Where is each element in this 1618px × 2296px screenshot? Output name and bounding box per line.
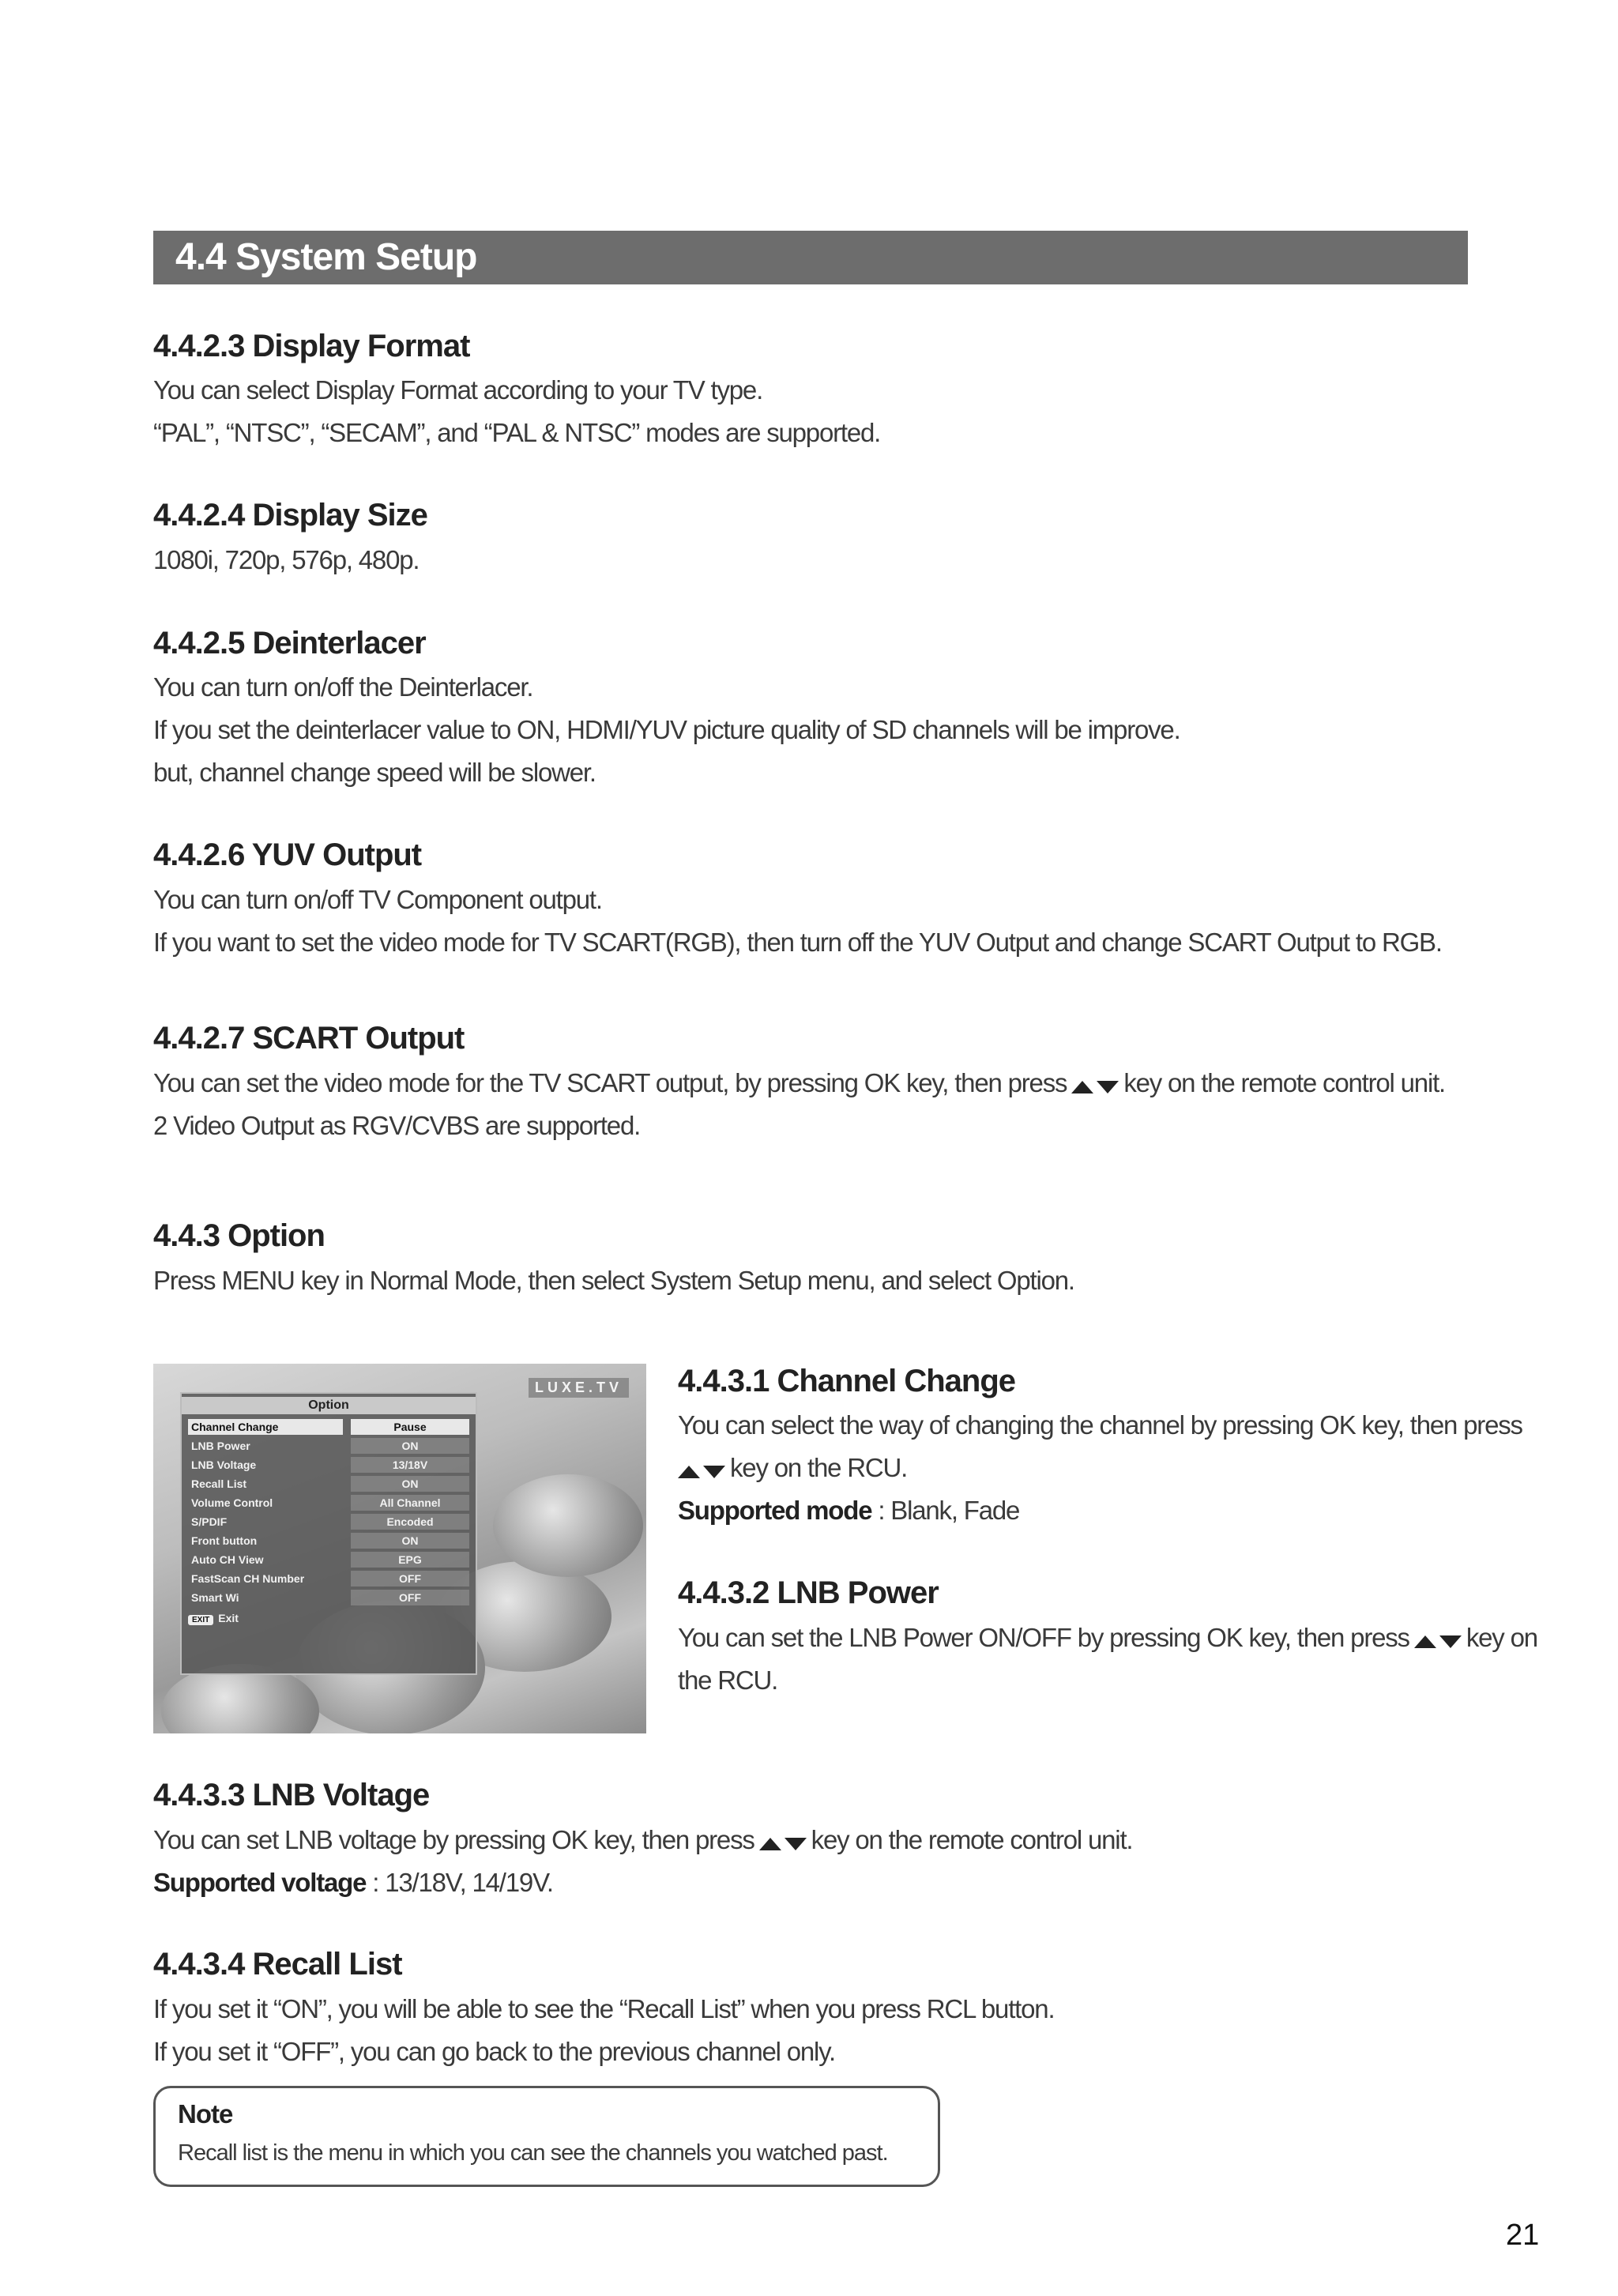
heading-channel-change: 4.4.3.1 Channel Change bbox=[678, 1364, 1016, 1398]
channel-change-line-1: You can select the way of changing the channel by pressing OK key, then press bbox=[678, 1410, 1522, 1440]
menu-row-label: LNB Power bbox=[191, 1440, 250, 1452]
menu-row-value: Pause bbox=[351, 1419, 469, 1435]
scart-output-line-2: 2 Video Output as RGV/CVBS are supported. bbox=[153, 1111, 641, 1140]
section-title: 4.4 System Setup bbox=[175, 236, 477, 278]
menu-row-volume-control[interactable] bbox=[188, 1495, 469, 1511]
menu-row-value: OFF bbox=[351, 1571, 469, 1586]
menu-row-value: OFF bbox=[351, 1590, 469, 1605]
menu-row-label: Front button bbox=[191, 1534, 258, 1547]
menu-title: Option bbox=[182, 1397, 476, 1414]
lnb-voltage-supported bbox=[153, 1861, 553, 1904]
menu-row-smart-wi[interactable] bbox=[188, 1590, 469, 1605]
menu-row-lnb-power[interactable] bbox=[188, 1438, 469, 1454]
heading-scart-output: 4.4.2.7 SCART Output bbox=[153, 1021, 465, 1056]
menu-row-label: Channel Change bbox=[188, 1419, 343, 1435]
menu-row-value: 13/18V bbox=[351, 1457, 469, 1473]
note-text: Recall list is the menu in which you can see the channels you watched past. bbox=[178, 2140, 888, 2166]
yuv-output-line-2: If you want to set the video mode for TV SCART(RGB), then turn off the YUV Output and change SCART Output to RGB. bbox=[153, 928, 1442, 957]
exit-key-badge: EXIT bbox=[188, 1615, 213, 1625]
deinterlacer-line-1: You can turn on/off the Deinterlacer. bbox=[153, 672, 533, 702]
menu-row-spdif[interactable] bbox=[188, 1514, 469, 1530]
channel-change-supported-mode bbox=[678, 1489, 1019, 1532]
menu-row-label: S/PDIF bbox=[191, 1515, 228, 1528]
menu-row-value: Encoded bbox=[351, 1514, 469, 1530]
lnb-voltage-line-1 bbox=[153, 1819, 1132, 1863]
display-size-line-1: 1080i, 720p, 576p, 480p. bbox=[153, 545, 420, 574]
up-down-arrow-icon bbox=[678, 1448, 725, 1491]
scart-output-line-1-post: key on the remote control unit. bbox=[1123, 1068, 1446, 1097]
menu-row-value: All Channel bbox=[351, 1495, 469, 1511]
deinterlacer-line-2: If you set the deinterlacer value to ON, HDMI/YUV picture quality of SD channels will be improve. bbox=[153, 715, 1180, 744]
note-title: Note bbox=[178, 2099, 233, 2129]
option-menu-screenshot bbox=[153, 1364, 646, 1733]
menu-row-fastscan-ch-number[interactable] bbox=[188, 1571, 469, 1586]
lnb-power-line-1 bbox=[678, 1617, 1537, 1661]
menu-row-front-button[interactable] bbox=[188, 1533, 469, 1549]
background-blob bbox=[493, 1474, 643, 1577]
menu-row-channel-change[interactable] bbox=[188, 1419, 469, 1435]
menu-row-label: Auto CH View bbox=[191, 1553, 264, 1566]
option-line-1: Press MENU key in Normal Mode, then select System Setup menu, and select Option. bbox=[153, 1266, 1074, 1295]
section-header-banner bbox=[153, 231, 1468, 284]
heading-display-size: 4.4.2.4 Display Size bbox=[153, 498, 427, 533]
menu-row-value: ON bbox=[351, 1533, 469, 1549]
menu-row-recall-list[interactable] bbox=[188, 1476, 469, 1492]
recall-list-line-1: If you set it “ON”, you will be able to see the “Recall List” when you press RCL button. bbox=[153, 1994, 1055, 2023]
menu-row-label: FastScan CH Number bbox=[191, 1572, 305, 1585]
lnb-power-line-1-post: key on bbox=[1466, 1623, 1537, 1652]
channel-logo: LUXE.TV bbox=[529, 1378, 629, 1398]
menu-exit-hint[interactable] bbox=[188, 1612, 239, 1625]
menu-row-auto-ch-view[interactable] bbox=[188, 1552, 469, 1568]
heading-deinterlacer: 4.4.2.5 Deinterlacer bbox=[153, 626, 426, 661]
note-box bbox=[153, 2086, 940, 2187]
lnb-voltage-line-1-post: key on the remote control unit. bbox=[811, 1825, 1133, 1854]
lnb-power-line-1-pre: You can set the LNB Power ON/OFF by pressing OK key, then press bbox=[678, 1623, 1409, 1652]
heading-yuv-output: 4.4.2.6 YUV Output bbox=[153, 837, 422, 872]
menu-row-value: ON bbox=[351, 1476, 469, 1492]
supported-mode-value: : Blank, Fade bbox=[871, 1496, 1020, 1525]
option-menu-panel bbox=[180, 1392, 477, 1675]
channel-change-line-2 bbox=[678, 1447, 907, 1491]
menu-row-lnb-voltage[interactable] bbox=[188, 1457, 469, 1473]
yuv-output-line-1: You can turn on/off TV Component output. bbox=[153, 885, 602, 914]
menu-row-label: Recall List bbox=[191, 1477, 247, 1490]
heading-option: 4.4.3 Option bbox=[153, 1218, 325, 1253]
recall-list-line-2: If you set it “OFF”, you can go back to the previous channel only. bbox=[153, 2037, 835, 2066]
up-down-arrow-icon bbox=[1071, 1063, 1119, 1106]
scart-output-line-1 bbox=[153, 1062, 1445, 1106]
heading-lnb-power: 4.4.3.2 LNB Power bbox=[678, 1575, 939, 1610]
heading-lnb-voltage: 4.4.3.3 LNB Voltage bbox=[153, 1778, 430, 1812]
display-format-line-2: “PAL”, “NTSC”, “SECAM”, and “PAL & NTSC” modes are supported. bbox=[153, 418, 881, 447]
up-down-arrow-icon bbox=[759, 1820, 807, 1863]
lnb-voltage-line-1-pre: You can set LNB voltage by pressing OK key, then press bbox=[153, 1825, 754, 1854]
display-format-line-1: You can select Display Format according to your TV type. bbox=[153, 375, 763, 405]
heading-display-format: 4.4.2.3 Display Format bbox=[153, 329, 470, 363]
exit-label: Exit bbox=[218, 1612, 239, 1624]
lnb-power-line-2: the RCU. bbox=[678, 1666, 778, 1695]
deinterlacer-line-3: but, channel change speed will be slower. bbox=[153, 758, 596, 787]
menu-row-label: LNB Voltage bbox=[191, 1459, 257, 1471]
menu-row-value: EPG bbox=[351, 1552, 469, 1568]
supported-mode-label: Supported mode bbox=[678, 1496, 872, 1525]
heading-recall-list: 4.4.3.4 Recall List bbox=[153, 1947, 402, 1982]
menu-row-value: ON bbox=[351, 1438, 469, 1454]
scart-output-line-1-pre: You can set the video mode for the TV SCART output, by pressing OK key, then press bbox=[153, 1068, 1067, 1097]
menu-row-label: Volume Control bbox=[191, 1496, 273, 1509]
channel-change-line-2-text: key on the RCU. bbox=[730, 1453, 908, 1482]
page-number: 21 bbox=[1506, 2219, 1540, 2252]
menu-row-label: Smart Wi bbox=[191, 1591, 239, 1604]
up-down-arrow-icon bbox=[1414, 1618, 1462, 1661]
supported-voltage-value: : 13/18V, 14/19V. bbox=[366, 1868, 553, 1897]
supported-voltage-label: Supported voltage bbox=[153, 1868, 367, 1897]
